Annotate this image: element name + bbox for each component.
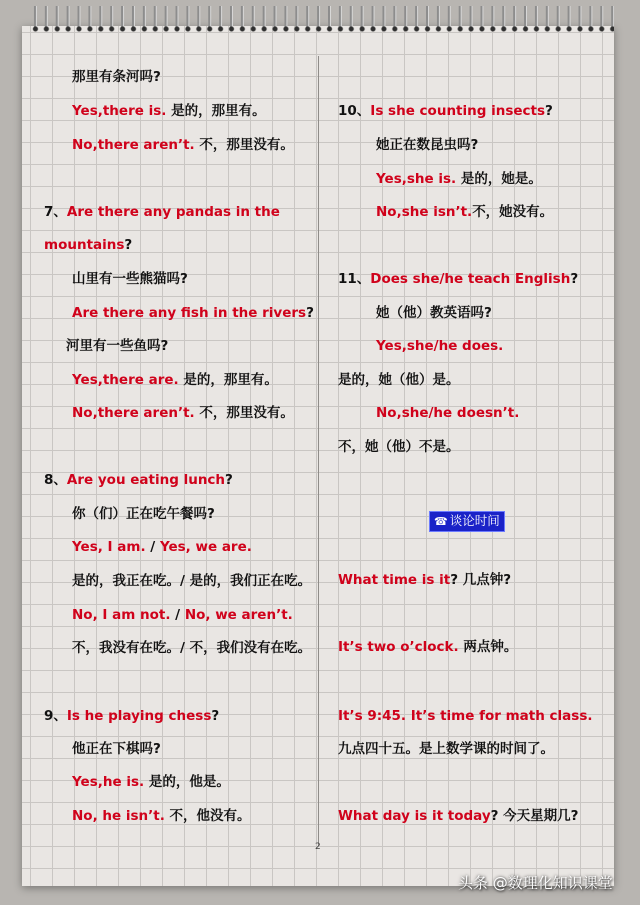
q8-yes-translation: 是的，我正在吃。/ 是的，我们正在吃。 <box>72 573 312 589</box>
text-river-no: No,there aren’t. 不，那里没有。 <box>72 137 294 153</box>
q10-heading: 10、Is she counting insects? <box>338 103 553 119</box>
q8-heading: 8、Are you eating lunch? <box>44 472 233 488</box>
watermark: 头条 @数理化知识课堂 <box>458 874 613 892</box>
page-number: 2 <box>315 842 321 852</box>
q9-no-answer: No, he isn’t. 不，他没有。 <box>72 808 251 824</box>
q9-translation: 他正在下棋吗? <box>72 741 161 757</box>
q7-fish-translation: 河里有一些鱼吗? <box>66 338 169 354</box>
q11-yes-translation: 是的，她（他）是。 <box>338 372 460 388</box>
q11-no-translation: 不，她（他）不是。 <box>338 439 460 455</box>
column-divider <box>318 56 319 846</box>
text-river-yes: Yes,there is. 是的，那里有。 <box>72 103 266 119</box>
phone-icon: ☎ <box>434 515 448 528</box>
q9-heading: 9、Is he playing chess? <box>44 708 220 724</box>
time-answer-math: It’s 9:45. It’s time for math class. <box>338 708 593 724</box>
q11-no-answer: No,she/he doesn’t. <box>376 405 520 421</box>
time-question: What time is it? 几点钟? <box>338 572 512 588</box>
q7-translation: 山里有一些熊猫吗? <box>72 271 188 287</box>
q8-yes-answer: Yes, I am. / Yes, we are. <box>72 539 252 555</box>
q10-translation: 她正在数昆虫吗? <box>376 137 479 153</box>
q8-no-answer: No, I am not. / No, we aren’t. <box>72 607 293 623</box>
q8-no-translation: 不，我没有在吃。/ 不，我们没有在吃。 <box>72 640 312 656</box>
q8-translation: 你（们）正在吃午餐吗? <box>72 506 215 522</box>
q7-fish-question: Are there any fish in the rivers? <box>72 305 314 321</box>
q7-heading: 7、Are there any pandas in the <box>44 204 280 220</box>
q11-translation: 她（他）教英语吗? <box>376 305 492 321</box>
q7-yes-answer: Yes,there are. 是的，那里有。 <box>72 372 278 388</box>
text-river-question: 那里有条河吗? <box>72 69 161 85</box>
q7-no-answer: No,there aren’t. 不，那里没有。 <box>72 405 294 421</box>
q7-heading-cont: mountains? <box>44 237 133 253</box>
time-answer-math-translation: 九点四十五。是上数学课的时间了。 <box>338 741 554 757</box>
q11-yes-answer: Yes,she/he does. <box>376 338 504 354</box>
talk-about-time-badge: ☎ 谈论时间 <box>429 511 505 532</box>
notebook-page <box>22 26 614 886</box>
spiral-binding <box>30 6 614 34</box>
day-question: What day is it today? 今天星期几? <box>338 808 579 824</box>
q9-yes-answer: Yes,he is. 是的，他是。 <box>72 774 230 790</box>
q10-yes-answer: Yes,she is. 是的，她是。 <box>376 171 542 187</box>
q11-heading: 11、Does she/he teach English? <box>338 271 579 287</box>
q10-no-answer: No,she isn’t.不，她没有。 <box>376 204 554 220</box>
time-answer-two: It’s two o’clock. 两点钟。 <box>338 639 518 655</box>
